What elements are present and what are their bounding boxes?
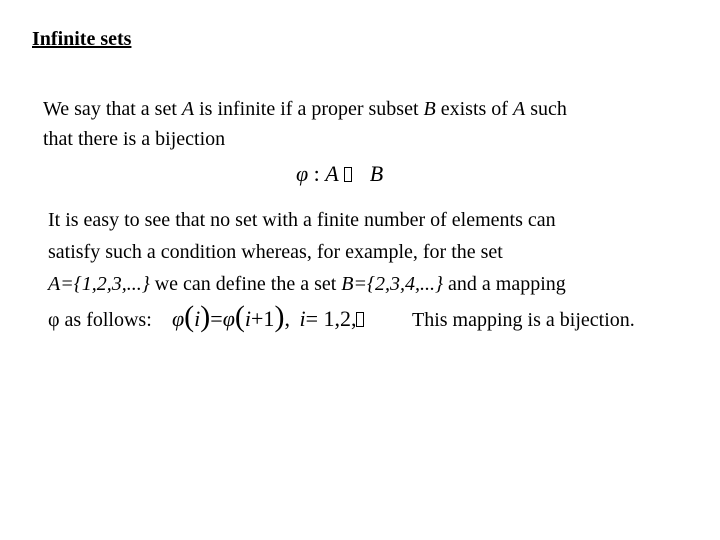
comma: , — [284, 306, 290, 331]
text: such — [525, 98, 567, 120]
text: we can define the a set — [154, 273, 342, 295]
bijection-statement: This mapping is a bijection. — [412, 309, 635, 331]
variable-a: A — [512, 98, 526, 120]
example-line-1: It is easy to see that no set with a finite number of elements can — [48, 209, 556, 231]
example-formula — [172, 302, 364, 332]
set-b: B — [369, 161, 384, 186]
page-title: Infinite sets — [32, 28, 132, 50]
plus-one: +1 — [251, 306, 275, 331]
example-line-2: satisfy such a condition whereas, for example, for the set — [48, 241, 503, 263]
colon: : — [313, 161, 320, 186]
paren-open: ( — [184, 300, 195, 333]
phi-symbol: φ — [222, 306, 235, 331]
variable-a: A — [181, 98, 195, 120]
paren-open: ( — [234, 300, 245, 333]
paren-close: ) — [274, 300, 285, 333]
definition-line-2: that there is a bijection — [43, 128, 226, 150]
example-line-3 — [48, 274, 566, 294]
paren-close: ) — [200, 300, 211, 333]
phi-symbol: φ — [296, 161, 309, 186]
text: We say that a set — [43, 98, 182, 120]
set-a: A — [325, 161, 339, 186]
phi-as-follows: φ as follows: — [48, 309, 152, 331]
index-i: i — [244, 306, 252, 331]
set-b-definition: B={2,3,4,...} — [341, 273, 444, 295]
index-i: i — [194, 306, 201, 331]
text: exists of — [435, 98, 513, 120]
missing-glyph-box — [344, 167, 352, 182]
missing-glyph-box — [356, 312, 364, 327]
set-a-definition: A={1,2,3,...} — [48, 273, 150, 295]
definition-line-1 — [43, 99, 567, 119]
text: is infinite if a proper subset — [194, 98, 424, 120]
text: and a mapping — [443, 273, 566, 295]
variable-b: B — [423, 98, 436, 120]
mapping-formula — [296, 163, 383, 185]
phi-symbol: φ — [172, 306, 185, 331]
index-i: i — [299, 306, 306, 331]
equals: = — [210, 306, 223, 331]
range: = 1,2, — [305, 306, 357, 331]
